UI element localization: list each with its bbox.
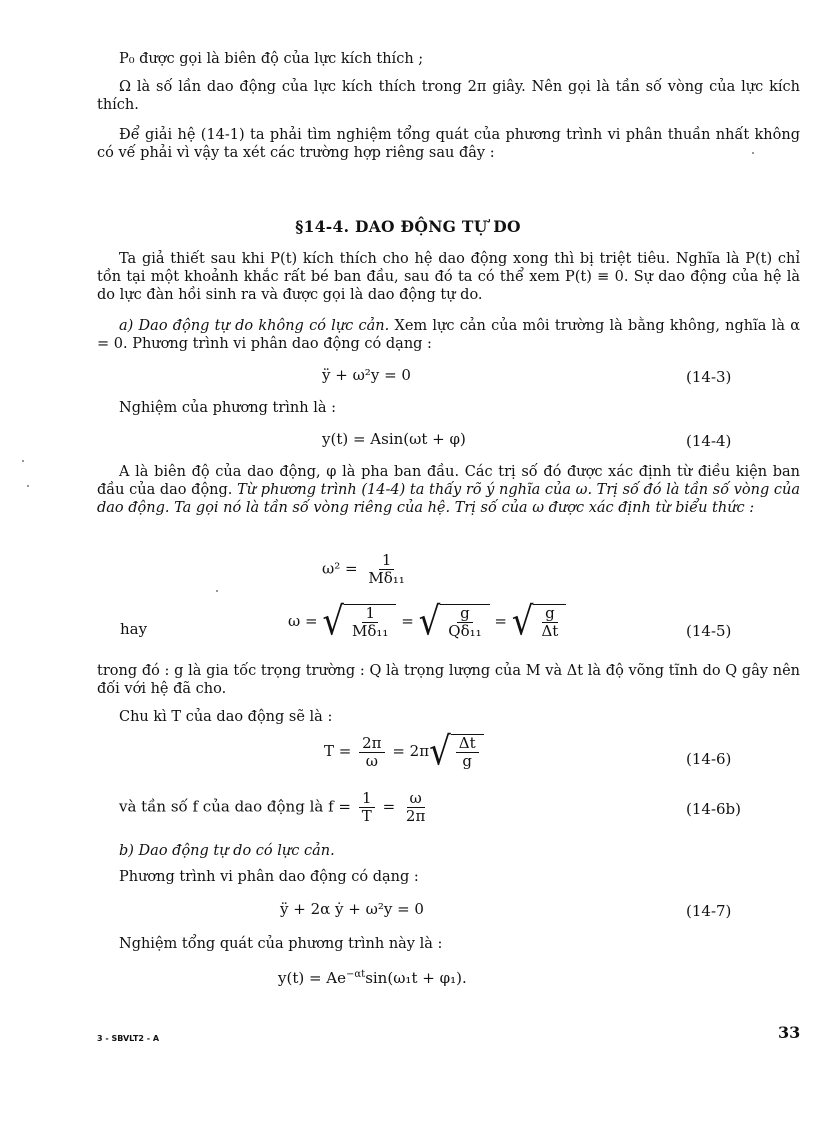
omega-squared-fraction	[365, 552, 407, 587]
paragraph-where: trong đó : g là gia tốc trọng trường : Q là trọng lượng của M và Δt là độ võng tĩnh do Q gây nên đối với hệ đã cho.	[97, 663, 800, 697]
fraction-denominator: Mδ₁₁	[368, 569, 405, 587]
paragraph-assumption: Ta giả thiết sau khi P(t) kích thích cho hệ dao động xong thì bị triệt tiêu. Nghĩa là P(t) chỉ tồn tại một khoảnh khắc rất bé ban đầu, sau đó ta có thể xem P(t) ≡ 0. Sự dao động của hệ là do lực đàn hồi sinh ra và được gọi là dao động tự do.	[97, 251, 800, 303]
fraction-denominator: ω	[365, 751, 378, 770]
damped-solution-post: sin(ω₁t + φ₁).	[365, 969, 467, 987]
equation-14-4: y(t) = Asin(ωt + φ)	[322, 430, 466, 448]
omega-squared-lhs: ω² =	[322, 559, 358, 578]
equation-number-14-5: (14-5)	[686, 622, 732, 640]
equation-number-14-6b: (14-6b)	[686, 800, 742, 818]
sqrt-g-over-q-delta	[418, 599, 490, 645]
radical-sign-icon: √	[511, 599, 534, 645]
equals-sign: =	[494, 612, 507, 630]
fraction-denominator: T	[361, 807, 372, 825]
equation-14-5	[288, 599, 566, 645]
paragraph-solve-system: Để giải hệ (14-1) ta phải tìm nghiệm tổng quát của phương trình vi phân thuần nhất không có vế phải vì vậy ta xét các trường hợp riêng sau đây :	[97, 127, 800, 161]
eq-14-6-lhs: T =	[324, 742, 352, 760]
case-a-text: Xem lực cản của môi trường là bằng không, nghĩa là α = 0. Phương trình vi phân dao động có dạng :	[97, 318, 800, 352]
equals-sign: =	[382, 797, 396, 816]
fraction-numerator: Δt	[456, 735, 479, 753]
fraction-2pi-omega	[359, 735, 384, 770]
radical-sign-icon: √	[418, 599, 441, 645]
fraction-denominator: g	[462, 752, 472, 770]
fraction-1-m-delta	[349, 605, 391, 640]
paragraph-damped-eq-intro: Phương trình vi phân dao động có dạng :	[119, 869, 419, 885]
amplitude-text: A là biên độ của dao động, φ là pha ban đầu. Các trị số đó được xác định từ điều kiện ban đầu của dao động.	[97, 464, 800, 498]
fraction-denominator: Mδ₁₁	[352, 622, 389, 640]
sqrt-g-over-delta-t	[511, 599, 567, 645]
fraction-denominator: Qδ₁₁	[448, 622, 482, 640]
footer-code: 3 - SBVLT2 - A	[97, 1034, 160, 1043]
fraction-g-q-delta	[445, 605, 484, 640]
equation-omega-squared	[322, 552, 411, 587]
sqrt-1-over-m-delta	[322, 599, 396, 645]
fraction-g-delta-t	[538, 605, 561, 640]
fraction-denominator: Δt	[541, 622, 559, 640]
damped-solution-pre: y(t) = Ae	[278, 969, 347, 987]
natural-frequency-text: Từ phương trình (14-4) ta thấy rõ ý nghĩa của ω. Trị số đó là tần số vòng của dao động. Ta gọi nó là tần số vòng riêng của hệ. Trị số của ω được xác định từ biểu thức :	[97, 482, 800, 516]
equation-14-6	[324, 729, 484, 775]
fraction-denominator: 2π	[405, 807, 426, 825]
fraction-numerator: ω	[407, 790, 425, 808]
paragraph-general-solution: Nghiệm tổng quát của phương trình này là :	[119, 936, 443, 952]
paragraph-solution-intro: Nghiệm của phương trình là :	[119, 400, 336, 416]
paragraph-case-b: b) Dao động tự do có lực cản.	[119, 843, 335, 859]
fraction-numerator: 1	[379, 552, 395, 570]
eq-14-6-mid: = 2π	[392, 742, 430, 760]
fraction-numerator: g	[542, 605, 558, 623]
fraction-omega-over-2pi	[403, 790, 428, 825]
equation-damped-solution	[278, 966, 467, 987]
equation-number-14-4: (14-4)	[686, 432, 732, 450]
damped-solution-exponent: −αt	[346, 969, 366, 980]
equation-number-14-7: (14-7)	[686, 902, 732, 920]
fraction-numerator: g	[457, 605, 473, 623]
paragraph-p0-definition: P₀ được gọi là biên độ của lực kích thích ;	[119, 51, 424, 67]
paragraph-amplitude-phase	[97, 463, 800, 517]
equals-sign: =	[401, 612, 414, 630]
radical-sign-icon: √	[322, 599, 345, 645]
scan-speck	[27, 485, 29, 487]
paragraph-period: Chu kì T của dao động sẽ là :	[119, 709, 333, 725]
equation-number-14-3: (14-3)	[686, 368, 732, 386]
frequency-text: và tần số f của dao động là f =	[119, 797, 351, 816]
scan-speck	[752, 152, 754, 154]
fraction-numerator: 1	[362, 605, 378, 623]
scan-speck	[22, 460, 24, 462]
fraction-1-over-t	[359, 790, 375, 825]
equation-14-7: ÿ + 2α ẏ + ω²y = 0	[280, 900, 424, 918]
eq-14-5-lhs: ω =	[288, 612, 318, 630]
equation-number-14-6: (14-6)	[686, 750, 732, 768]
fraction-numerator: 1	[359, 790, 375, 808]
paragraph-case-a	[97, 317, 800, 353]
paragraph-omega-definition: Ω là số lần dao động của lực kích thích trong 2π giây. Nên gọi là tần số vòng của lực kích thích.	[97, 79, 800, 113]
case-a-title: a) Dao động tự do không có lực cản.	[119, 318, 390, 334]
equation-14-3: ÿ + ω²y = 0	[322, 366, 411, 384]
section-title: §14-4. DAO ĐỘNG TỰ DO	[295, 217, 521, 236]
radical-sign-icon: √	[429, 729, 451, 775]
sqrt-delta-t-over-g	[429, 729, 484, 775]
scan-speck	[216, 590, 218, 592]
paragraph-frequency	[119, 790, 431, 825]
word-hay: hay	[120, 620, 148, 638]
page-number: 33	[778, 1023, 801, 1042]
fraction-delta-t-g	[456, 735, 479, 770]
fraction-numerator: 2π	[359, 735, 384, 753]
